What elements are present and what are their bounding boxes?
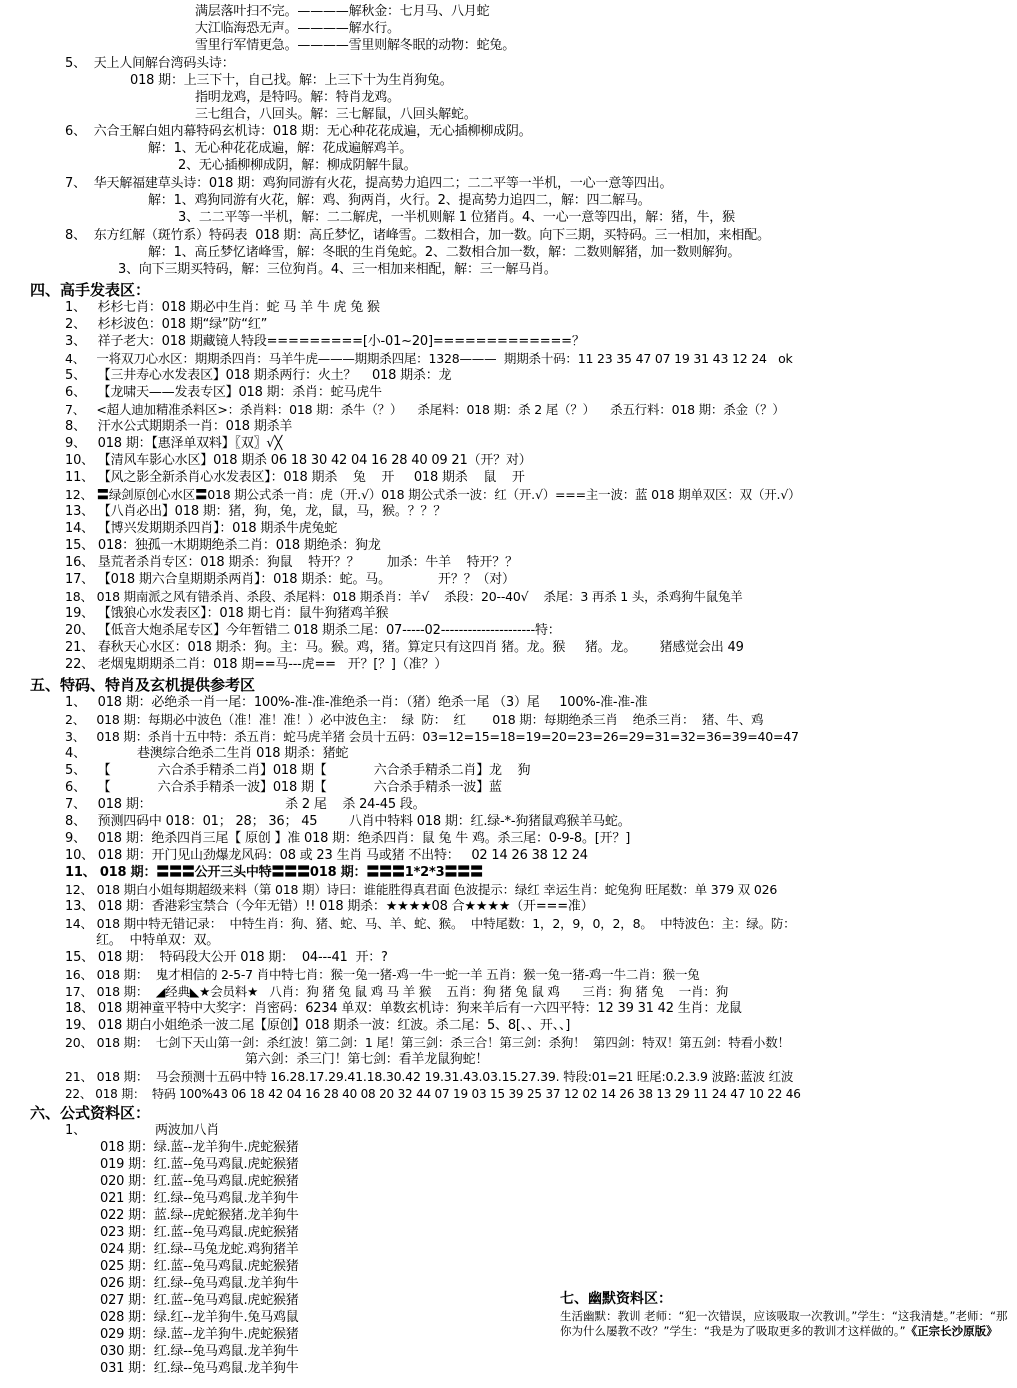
text-line: 7、 华天解福建草头诗：018 期：鸡狗同游有火花，提高势力追四二；二二平等一半机，一心一意等四出。 [65, 176, 673, 191]
list-item: 12、 018 期白小姐每期超级来料（第 018 期）诗曰：谁能胜得真君面 色波提示：绿红 幸运生肖：蛇兔狗 旺尾数：单 379 双 026 [65, 882, 778, 897]
list-item: 18、 018 期南派之风有错杀肖、杀段、杀尾料：018 期杀肖：羊√ 杀段：20--40√ 杀尾：3 再杀 1 头，杀鸡狗牛鼠兔羊 [65, 589, 743, 604]
section-title: 六、公式资料区： [30, 1104, 151, 1122]
list-item: 12、 〓绿剑原创心水区〓018 期公式杀一肖：虎（开.√）018 期公式杀一波：红（开.√）===主一波：蓝 018 期单双区：双（开.√） [65, 487, 801, 502]
list-item: 20、 018 期： 七剑下天山第一剑：杀红波！第二剑：1 尾！第三剑：杀三合！第三剑：杀狗！ 第四剑：特双！第五剑：特看小数！ [65, 1035, 790, 1050]
list-item: 8、 预测四码中 018：01； 28； 36； 45 八肖中特料 018 期：红.绿-*-狗猪鼠鸡猴羊马蛇。 [65, 814, 631, 829]
table-row: 020 期：红.蓝--兔马鸡鼠.虎蛇猴猪 [100, 1174, 299, 1189]
text-line: 8、 东方红解（斑竹系）特码表 018 期：高丘梦忆，诸峰雪。二数相合，加一数。向下三期，买特码。三一相加，来相配。 [65, 228, 770, 243]
table-row: 030 期：红.绿--兔马鸡鼠.龙羊狗牛 [100, 1344, 299, 1359]
text-line: 大江临海恐无声。————解水行。 [195, 21, 400, 36]
table-row: 019 期：红.蓝--兔马鸡鼠.虎蛇猴猪 [100, 1157, 299, 1172]
table-row: 024 期：红.绿--马兔龙蛇.鸡狗猪羊 [100, 1242, 299, 1257]
list-item: 14、 018 期中特无错记录： 中特生肖：狗、猪、蛇、马、羊、蛇、猴。 中特尾数：1，2，9，0，2，8。 中特波色：主：绿。防： [65, 916, 796, 931]
section-title: 四、高手发表区： [30, 281, 151, 299]
table-row: 031 期：红.绿--兔马鸡鼠.龙羊狗牛 [100, 1361, 299, 1376]
table-row: 027 期：红.蓝--兔马鸡鼠.虎蛇猴猪 [100, 1293, 299, 1308]
list-item: 9、 018 期：【惠泽单双料】〖双〗√╳ [65, 436, 283, 451]
list-item: 16、 018 期： 鬼才相信的 2-5-7 肖中特七肖：猴一兔一猪-鸡一牛一蛇一羊 五肖：猴一兔一猪-鸡一牛二肖：猴一兔 [65, 967, 700, 982]
table-row: 026 期：红.绿--兔马鸡鼠.龙羊狗牛 [100, 1276, 299, 1291]
text-line: 指明龙鸡，是特吗。解：特肖龙鸡。 [195, 90, 400, 105]
text-line: 5、 天上人间解台湾码头诗： [65, 56, 235, 71]
list-item: 5、 【 六合杀手精杀二肖】018 期【 六合杀手精杀二肖】龙 狗 [65, 763, 531, 778]
table-row: 022 期：蓝.绿--虎蛇猴猪.龙羊狗牛 [100, 1208, 299, 1223]
table-row: 023 期：红.蓝--兔马鸡鼠.虎蛇猴猪 [100, 1225, 299, 1240]
list-item: 2、 杉杉波色：018 期“绿”防“红” [65, 317, 268, 332]
list-item: 9、 018 期：绝杀四肖三尾【 原创 】准 018 期：绝杀四肖：鼠 兔 牛 鸡。杀三尾：0-9-8。[开？] [65, 831, 631, 846]
list-item: 21、 春秋天心水区：018 期杀：狗。主：马。猴。鸡，猪。算定只有这四肖 猪。龙。猴 猪。龙。 猪感觉会出 49 [65, 640, 744, 655]
list-item: 20、 【低音大炮杀尾专区】今年暂错二 018 期杀二尾：07-----02---------------------特： [65, 623, 561, 638]
list-item: 红。 中特单双：双。 [96, 933, 220, 948]
humor-line-1: 生活幽默：教训 老师：“犯一次错误，应该吸取一次教训。”学生：“这我清楚。”老师：“那你为什么屡教不改？”学生：“我是为了 [560, 1309, 1008, 1338]
list-item: 10、 018 期：开门见山劲爆龙风码：08 或 23 生肖 马或猪 不出特： 02 14 26 38 12 24 [65, 848, 588, 863]
list-item: 2、 018 期：每期必中波色（准！准！准！）必中波色主： 绿 防： 红 018 期：每期绝杀三肖 绝杀三肖： 猪、牛、鸡 [65, 712, 764, 727]
list-item: 14、 【博兴发期期杀四肖】：018 期杀牛虎兔蛇 [65, 521, 338, 536]
list-item: 3、 祥子老大：018 期藏镜人特段=========[小-01~20]=============？ [65, 334, 585, 349]
list-item: 13、 018 期：香港彩宝禁合（今年无错）!! 018 期杀：★★★★08 合★★★★（开===准） [65, 899, 594, 914]
text-line: 6、 六合王解白姐内幕特码玄机诗：018 期：无心种花花成遍，无心插柳柳成阴。 [65, 124, 532, 139]
section-title: 七、幽默资料区： [560, 1291, 672, 1307]
text-line: 2、无心插柳柳成阴，解：柳成阴解牛鼠。 [178, 158, 417, 173]
table-row: 029 期：绿.蓝--龙羊狗牛.虎蛇猴猪 [100, 1327, 299, 1342]
list-item: 17、 018 期： ◢经典◣★会员料★ 八肖：狗 猪 兔 鼠 鸡 马 羊 猴 五肖：狗 猪 兔 鼠 鸡 三肖：狗 猪 兔 一肖：狗 [65, 984, 728, 999]
table-row: 021 期：红.绿--兔马鸡鼠.龙羊狗牛 [100, 1191, 299, 1206]
list-item: 7、 018 期： 杀 2 尾 杀 24-45 段。 [65, 797, 426, 812]
list-item: 22、 018 期： 特码 100%43 06 18 42 04 16 28 40 08 20 32 44 07 19 03 15 39 25 37 12 02 14 26 38 13 29 11 24 47 10 22 46 [65, 1087, 801, 1101]
text-line: 3、二二平等一半机，解：二二解虎，一半机则解 1 位猪肖。4、一心一意等四出，解：猪，牛，猴 [178, 210, 735, 225]
list-item: 10、 【清风车影心水区】018 期杀 06 18 30 42 04 16 28 40 09 21（开？对） [65, 453, 532, 468]
list-item: 16、 垦荒者杀肖专区：018 期杀：狗鼠 特开？？ 加杀：牛羊 特开？？ [65, 555, 518, 570]
table-row: 018 期：绿.蓝--龙羊狗牛.虎蛇猴猪 [100, 1140, 299, 1155]
list-item: 4、 巷澳综合绝杀二生肖 018 期杀：猪蛇 [65, 746, 349, 761]
section-title: 五、特码、特肖及玄机提供参考区 [30, 676, 256, 694]
list-item: 7、 <超人迪加精准杀料区>：杀肖料：018 期：杀牛（？） 杀尾料：018 期：杀 2 尾（？） 杀五行料：018 期：杀金（？） [65, 402, 785, 417]
text-line: 3、向下三期买特码，解：三位狗肖。4、三一相加来相配，解：三一解马肖。 [118, 262, 557, 277]
source-label: 《正宗长沙原版》 [905, 1324, 998, 1338]
list-item: 5、 【三井寿心水发表区】018 期杀两行：火土？ 018 期杀：龙 [65, 368, 452, 383]
list-item: 11、 【风之影全新杀肖心水发表区】：018 期杀 兔 开 018 期杀 鼠 开 [65, 470, 525, 485]
list-item: 19、 018 期白小姐绝杀一波二尾【原创】018 期杀一波：红波。杀二尾：5、8[、、开、、] [65, 1018, 571, 1033]
list-item: 18、 018 期神童平特中大奖字：肖密码：6234 单双：单数玄机诗：狗来羊后有一六四平特：12 39 31 42 生肖：龙鼠 [65, 1001, 742, 1016]
list-item: 4、 一将双刀心水区：期期杀四肖：马羊牛虎———期期杀四尾：1328——— 期期杀十码：11 23 35 47 07 19 31 43 12 24 ok [65, 351, 793, 366]
list-item: 8、 汗水公式期期杀一肖：018 期杀羊 [65, 419, 293, 434]
text-line: 解：1、鸡狗同游有火花，解：鸡、狗两肖，火行。2、提高势力追四二，解：四二解马。 [148, 193, 651, 208]
table-row: 028 期：绿.红--龙羊狗牛.兔马鸡鼠 [100, 1310, 299, 1325]
text-line: 三七组合，八回头。解：三七解鼠，八回头解蛇。 [195, 107, 477, 122]
list-item: 19、 【饿狼心水发表区】：018 期七肖：鼠牛狗猪鸡羊猴 [65, 606, 389, 621]
text-line: 解：1、无心种花花成遍，解：花成遍解鸡羊。 [148, 141, 413, 156]
list-heading: 两波加八肖 [155, 1123, 220, 1138]
list-item: 13、 【八肖必出】018 期：猪，狗，兔，龙，鼠，马，猴。？？？ [65, 504, 447, 519]
text-line: 满层落叶扫不完。————解秋金：七月马、八月蛇 [195, 4, 490, 19]
list-item: 1、 018 期：必绝杀一肖一尾：100%-准-准-准绝杀一肖：（猪）绝杀一尾 （3）尾 100%-准-准-准 [65, 695, 648, 710]
humor-line-2: 吸取更多的教训才这样做的。” [755, 1324, 906, 1338]
list-item: 6、 【 六合杀手精杀一波】018 期【 六合杀手精杀一波】蓝 [65, 780, 502, 795]
list-item: 21、 018 期： 马会预测十五码中特 16.28.17.29.41.18.30.42 19.31.43.03.15.27.39. 特段:01=21 旺尾:0.2.3.9 波路:蓝波 红波 [65, 1069, 794, 1084]
list-item: 17、 【018 期六合皇期期杀两肖】：018 期杀：蛇。马。 开？？（对） [65, 572, 515, 587]
text-line: 018 期：上三下十，自己找。解：上三下十为生肖狗兔。 [130, 73, 453, 88]
list-item: 3、 018 期：杀肖十五中特：杀五肖：蛇马虎羊猪 会员十五码：03=12=15=18=19=20=23=26=29=31=32=36=39=40=47 [65, 729, 799, 744]
text-line: 解：1、高丘梦忆诸峰雪，解：冬眠的生肖兔蛇。2、二数相合加一数，解：二数则解猪，加一数则解狗。 [148, 245, 741, 260]
list-item: 6、 【龙啸天——发表专区】018 期：杀肖：蛇马虎牛 [65, 385, 382, 400]
list-item: 11、 018 期：〓〓〓公开三头中特〓〓〓018 期：〓〓〓1*2*3〓〓〓 [65, 865, 483, 880]
list-item: 1、 杉杉七肖：018 期必中生肖：蛇 马 羊 牛 虎 兔 猴 [65, 300, 380, 315]
list-item: 第六剑：杀三门！第七剑：看羊龙鼠狗蛇！ [245, 1052, 489, 1067]
text-line: 雪里行军情更急。————雪里则解冬眠的动物：蛇兔。 [195, 38, 516, 53]
list-number: 1、 [65, 1123, 86, 1138]
list-item: 15、 018：独孤一木期期绝杀二肖：018 期绝杀：狗龙 [65, 538, 381, 553]
list-item: 15、 018 期： 特码段大公开 018 期： 04---41 开：? [65, 950, 388, 965]
table-row: 025 期：红.蓝--兔马鸡鼠.虎蛇猴猪 [100, 1259, 299, 1274]
list-item: 22、 老烟鬼期期杀二肖：018 期==马---虎== 开？[？]（准？） [65, 657, 448, 672]
